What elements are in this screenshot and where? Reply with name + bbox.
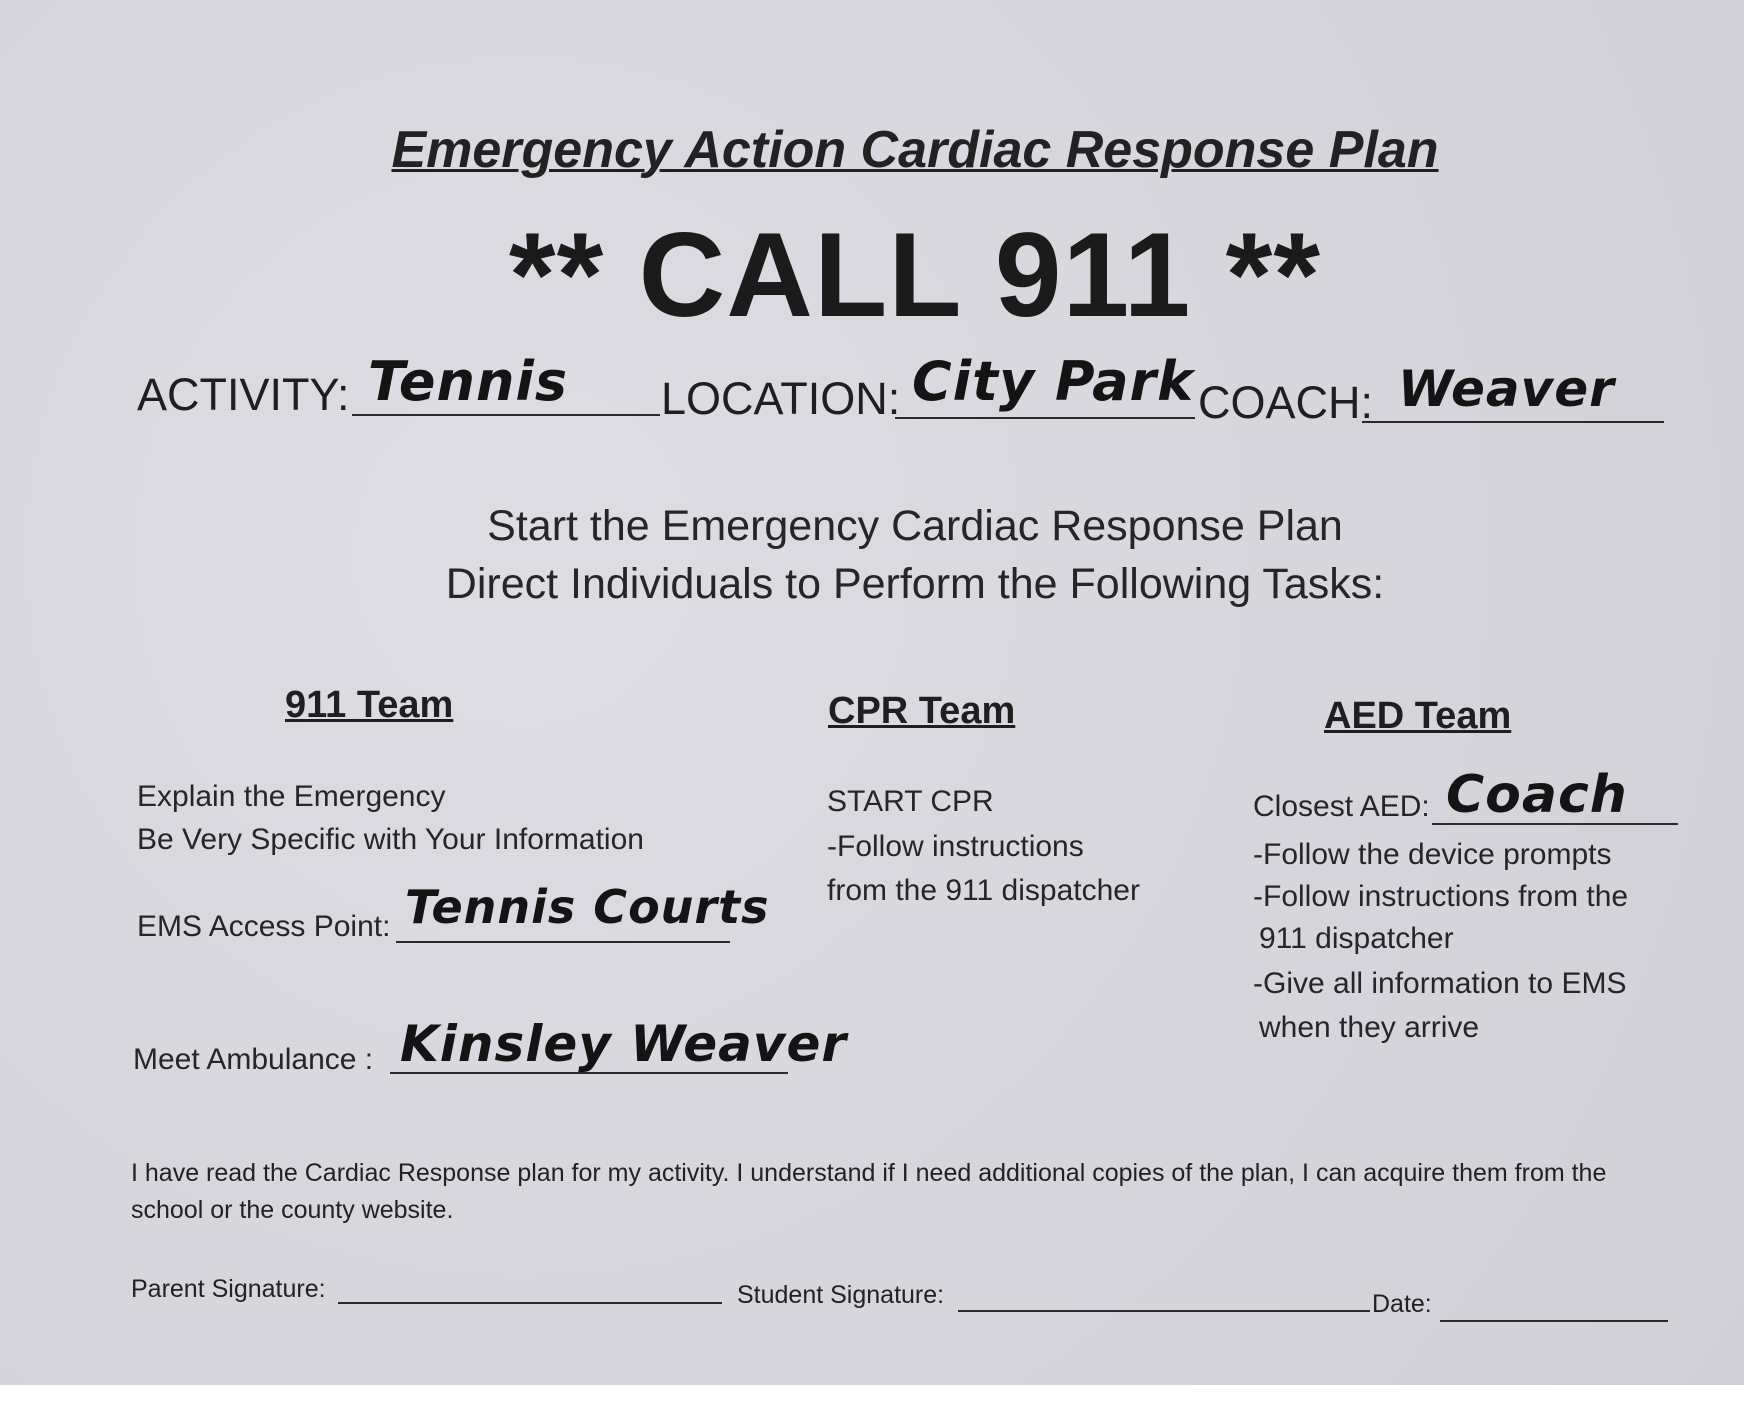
meet-ambulance-value[interactable]: Kinsley Weaver [400,1015,848,1073]
aed-team-heading: AED Team [1324,695,1512,737]
call-911-banner: ** CALL 911 ** [508,208,1322,342]
date-label: Date: [1372,1290,1432,1318]
coach-value[interactable]: Weaver [1398,360,1615,418]
aed-line-2: -Follow instructions from the [1253,880,1629,913]
aed-line-1: -Follow the device prompts [1253,838,1612,871]
team-911-line-1: Explain the Emergency [137,780,446,813]
activity-line [352,414,660,416]
closest-aed-label: Closest AED: [1253,790,1430,823]
student-signature-line[interactable] [958,1310,1370,1312]
coach-line [1362,421,1664,423]
parent-signature-label: Parent Signature: [131,1275,326,1303]
meet-ambulance-label: Meet Ambulance : [133,1043,374,1076]
aed-line-4: -Give all information to EMS [1253,967,1627,1000]
aed-line-3: 911 dispatcher [1259,922,1454,955]
team-911-line-2: Be Very Specific with Your Information [137,823,644,856]
location-label: LOCATION: [661,373,901,424]
intro-line-1: Start the Emergency Cardiac Response Plan [487,502,1343,550]
ems-access-label: EMS Access Point: [137,910,391,943]
cpr-line-1: START CPR [827,785,994,818]
date-line[interactable] [1440,1320,1668,1322]
intro-line-2: Direct Individuals to Perform the Following Tasks: [445,560,1385,608]
student-signature-label: Student Signature: [737,1281,945,1309]
coach-label: COACH: [1198,377,1374,428]
ems-access-value[interactable]: Tennis Courts [405,880,770,934]
activity-label: ACTIVITY: [137,369,350,420]
aed-line-5: when they arrive [1259,1011,1480,1044]
cpr-line-3: from the 911 dispatcher [827,874,1140,907]
location-line [895,417,1195,419]
cpr-team-heading: CPR Team [828,690,1016,732]
closest-aed-value[interactable]: Coach [1446,765,1628,825]
acknowledgement-line-1: I have read the Cardiac Response plan for my activity. I understand if I need additional copies of the plan, I can acquire them from the [131,1159,1607,1187]
cpr-line-2: -Follow instructions [827,830,1084,863]
plan-title: Emergency Action Cardiac Response Plan [391,121,1439,179]
parent-signature-line[interactable] [338,1302,722,1304]
acknowledgement-line-2: school or the county website. [131,1196,454,1224]
location-value[interactable]: City Park [912,350,1195,413]
activity-value[interactable]: Tennis [368,350,569,413]
team-911-heading: 911 Team [285,684,454,726]
ems-access-line [396,941,730,943]
